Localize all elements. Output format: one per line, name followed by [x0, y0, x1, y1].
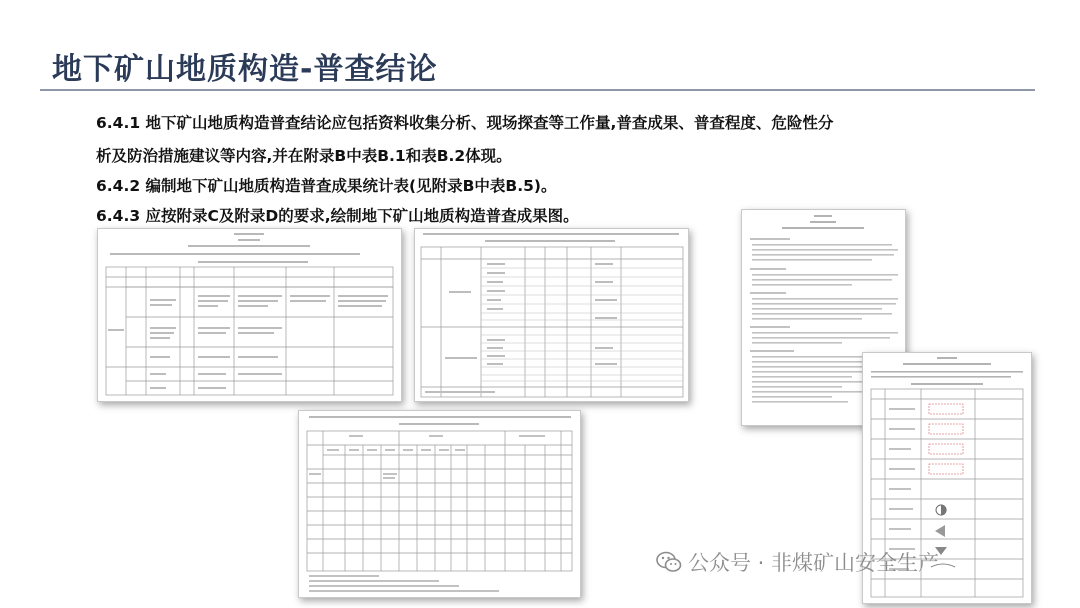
paragraph-6-4-3: 6.4.3 应按附录C及附录D的要求,绘制地下矿山地质构造普查成果图。 [96, 207, 579, 225]
doc-thumbnail-table-b1 [97, 228, 402, 402]
wechat-watermark [656, 547, 939, 577]
wechat-icon [656, 550, 682, 574]
slide-title: 地下矿山地质构造-普查结论 [52, 52, 438, 87]
paragraph-6-4-2: 6.4.2 编制地下矿山地质构造普查成果统计表(见附录B中表B.5)。 [96, 177, 557, 195]
watermark-text: 公众号 · 非煤矿山安全生产 [688, 551, 940, 575]
title-divider [40, 89, 1035, 91]
doc-thumbnail-table-b2 [414, 228, 689, 402]
paragraph-6-4-1-line2: 析及防治措施建议等内容,并在附录B中表B.1和表B.2体现。 [96, 147, 512, 165]
paragraph-6-4-1-line1: 6.4.1 地下矿山地质构造普查结论应包括资料收集分析、现场探查等工作量,普查成果、普查程度、危险性分 [96, 114, 834, 132]
doc-thumbnail-table-b5 [298, 410, 581, 598]
